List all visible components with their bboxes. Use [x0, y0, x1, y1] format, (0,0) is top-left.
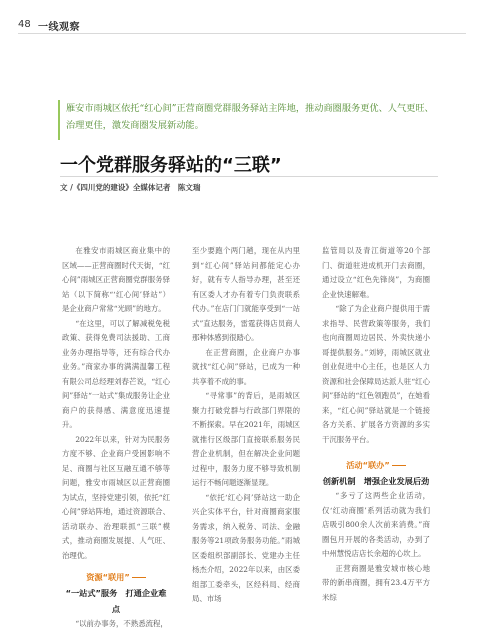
- paragraph: 在雅安市雨城区商业集中的区域——正营商圈时代天街，“红心间”雨城区正营商圈党群服务驿站（以下简称“‘红心间’驿站”）是企业商户常常“光顾”的地方。: [62, 246, 170, 313]
- title-divider: [60, 176, 438, 177]
- paragraph: 2022年以来，针对为民服务方度不够、企业商户受困影响不足、商圈与社区互融互通不够等问题，雅安市雨城区以正营商圈为试点，坚持党建引领，依托“红心间”驿站阵地，通过资源联合、活动联办、治理联抓“三联”模式，推动商圈发展提、人气旺、治理优。: [62, 434, 170, 560]
- page-header: [18, 0, 466, 40]
- article-summary: 雁安市雨城区依托“红心间”正营商圈党群服务驿站主阵地，推动商圈服务更优、人气更旺、治理更佳，激发商圈发展新动能。: [58, 100, 436, 140]
- subhead-dash: [132, 577, 146, 578]
- paragraph: 正营商圈是雅安城市核心地带的新串商圈，拥有23.4万平方米综: [322, 563, 430, 602]
- subhead-dash: [392, 465, 406, 466]
- paragraph: “以前办事务，不熟悉流程，: [75, 619, 168, 628]
- subhead-accent: [322, 457, 430, 473]
- subhead-accent-text: 活动“联办”: [346, 460, 390, 470]
- page-number: 48: [18, 19, 31, 30]
- article-byline: 文 /《四川党的建设》全媒体记者 陈文瑞: [60, 183, 201, 192]
- paragraph: 在正营商圈，企业商户办事就找“红心间”驿站，已成为一种共享着不成的事。: [192, 347, 300, 386]
- paragraph: “在这里，可以了解减税免税政策、获得免费司法援助、工商业务办理指导等，还有综合代办业务。”商家办事的满满温馨工程有限公司总经理刘春芒说，“红心间”驿站“一站式”集成服务让企业商户的获得感、满意度迅速提升。: [62, 318, 170, 429]
- paragraph: “寻常事”的背后，是雨城区聚力打破党群与行政部门界限的不断探索。早在2021年，雨城区就推行区级部门直接联系服务民营企业机制，但在解决企业问题过程中，服务力度不够导致机制运行不畅问题逐渐显现。: [192, 391, 300, 487]
- article-title: 一个党群服务驿站的“三联”: [60, 155, 282, 176]
- subhead-accent-text: 资源“联用”: [86, 572, 130, 582]
- text-column-2: [192, 244, 300, 607]
- text-column-3: [322, 244, 430, 605]
- subhead-accent: [62, 569, 170, 585]
- paragraph: “除了为企业商户提供用于需求指导、民营政策等服务，我们也向商圈周边居民、外卖快递小哥提供服务。”刘婷，雨城区就业创业促进中心主任，也是区人力资源和社会保障局达派人驻“红心间”驿站的“红色领跑员”，在她看来，“红心间”驿站就是一个链接各方关系、扩展各方资源的多实干沉服务平台。: [322, 304, 430, 444]
- subhead-main: “一站式”服务 打通企业难点: [65, 588, 167, 614]
- paragraph: “依托‘红心间’驿站这一助企兴企实体平台，针对商圈商家服务需求，纳入税务、司法、金融服务等21项政务服务功能。”雨城区委组织部副部长、党建办主任杨杰介绍，2022年以来，由区委组部工委牵头，区经科局、经商局、市场: [192, 492, 300, 603]
- section-label: 一线观察: [38, 22, 80, 33]
- header-rule: [18, 33, 466, 34]
- paragraph: 监管局以及青江街道等20个部门、街道驻进成机开门去商圈，通过设立“红色先锋岗”，为商圈企业快速解难。: [322, 246, 430, 299]
- paragraph: “多亏了这两些企业活动，仅‘红动商圈’系列活动就为我们店吸引800余人次前来消费。”商圈包月开展的各类活动，办到了中州慧悦店店长余超的心坎上。: [322, 491, 430, 558]
- paragraph: 至少要跑个两门趟，现在从内里到“红心间”驿站问都能定心办好，就有专人指导办理，甚至还有区委人才办有着专门负责联系代办。”在店门门就能享受到“一站式”直达服务，雷霆获得店员商人那种体感到很踏心。: [192, 246, 300, 342]
- text-column-1: [62, 244, 170, 632]
- subhead-main: 创新机制 增强企业发展后劲: [322, 476, 430, 486]
